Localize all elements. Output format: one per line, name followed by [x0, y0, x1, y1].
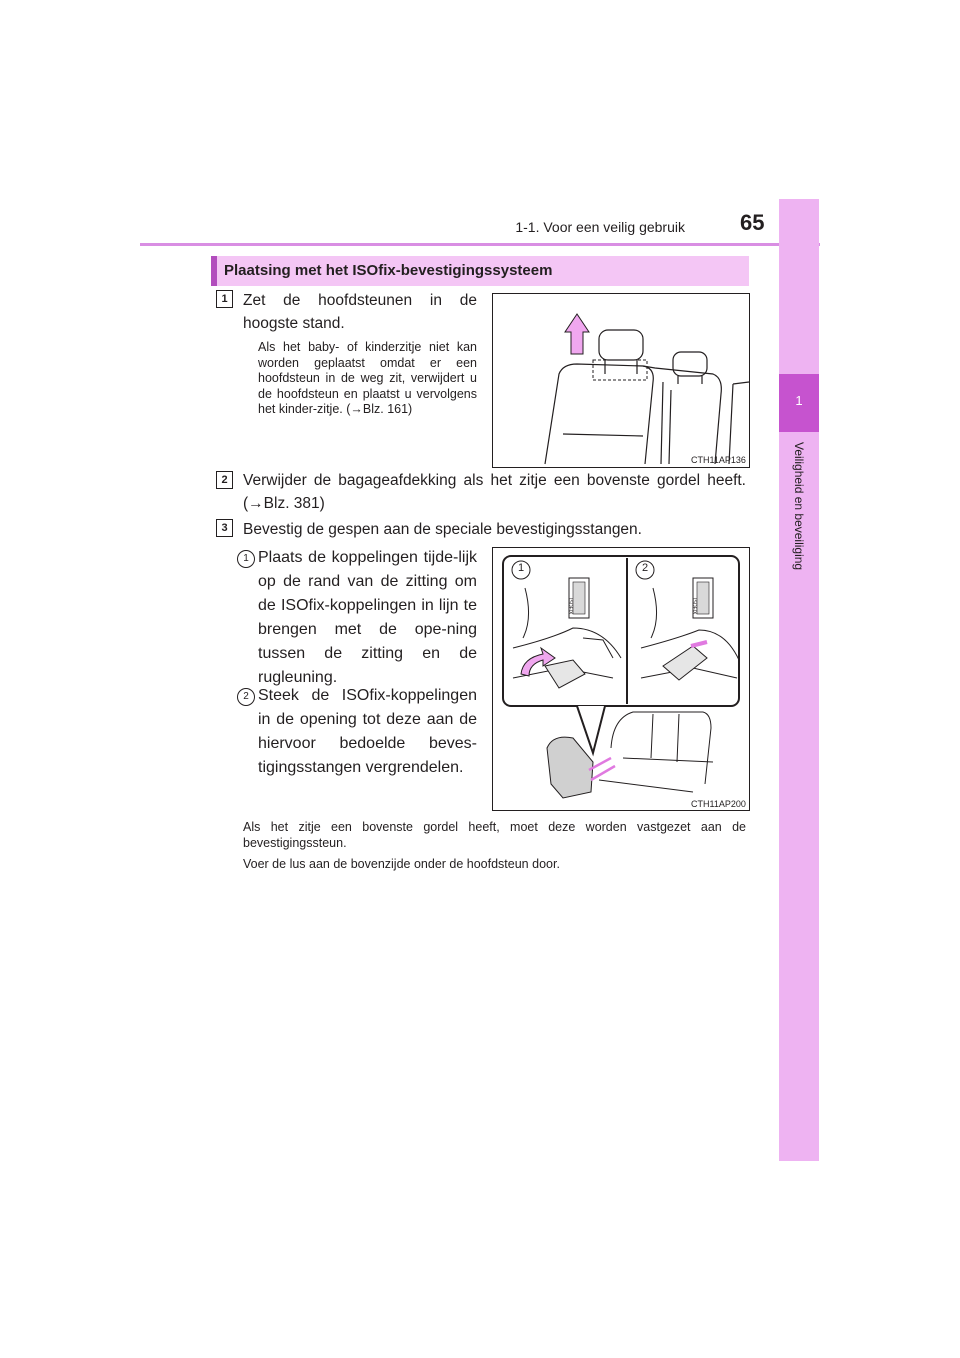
page-number: 65 — [740, 210, 765, 235]
section-heading: Plaatsing met het ISOfix-bevestigingssysteem — [224, 262, 553, 279]
figure-1-code: CTH11AP136 — [691, 455, 746, 465]
headrest-illustration — [493, 294, 749, 467]
substep-number-1: 1 — [237, 550, 255, 568]
chapter-label — [791, 442, 809, 642]
step-2-text: Verwijder de bagageafdekking als het zitje een bovenste gordel heeft. (→Blz. 381) — [243, 472, 746, 512]
step-1-note: Als het baby- of kinderzitje niet kan worden geplaatst omdat er een hoofdsteun in de weg zit, verwijdert u de hoofdsteun en plaatst u vervolgens het kinder-zitje. (→Blz. 161) — [258, 340, 477, 416]
isofix-label-1: ISOFIX — [567, 598, 573, 615]
up-arrow-icon — [565, 314, 589, 354]
chapter-number: 1 — [795, 393, 803, 408]
figure-headrest — [492, 293, 750, 468]
substep-number-2: 2 — [237, 688, 255, 706]
chapter-label-text: Veiligheid en beveiliging — [792, 442, 806, 571]
substep-2-text: Steek de ISOfix-koppelingen in de opening tot deze aan de hiervoor bedoelde beves-tigingsstangen vergrendelen. — [258, 687, 477, 776]
step-number-2: 2 — [216, 471, 233, 489]
section-title: 1-1. Voor een veilig gebruik — [515, 219, 685, 235]
isofix-illustration — [493, 548, 749, 810]
step-number-1: 1 — [216, 290, 233, 308]
step-1-text: Zet de hoofdsteunen in de hoogste stand. — [243, 292, 477, 332]
note-top-tether: Als het zitje een bovenste gordel heeft, moet deze worden vastgezet aan de bevestigingssteun. — [243, 820, 746, 850]
figure-isofix — [492, 547, 750, 811]
figure-2-callout-1: 1 — [517, 562, 525, 574]
isofix-label-2: ISOFIX — [691, 598, 697, 615]
step-number-3: 3 — [216, 519, 233, 537]
section-title-accent — [211, 256, 217, 286]
figure-2-code: CTH11AP200 — [691, 799, 746, 809]
isofix-marker-1 — [573, 582, 585, 614]
header-divider — [140, 243, 820, 246]
step-3-text: Bevestig de gespen aan de speciale bevestigingsstangen. — [243, 521, 642, 538]
substep-1-text: Plaats de koppelingen tijde-lijk op de rand van de zitting om de ISOfix-koppelingen in lijn te brengen met de ope-ning tussen de zitting en de rugleuning. — [258, 549, 477, 686]
figure-2-callout-2: 2 — [641, 562, 649, 574]
isofix-marker-2 — [697, 582, 709, 614]
note-loop: Voer de lus aan de bovenzijde onder de hoofdsteun door. — [243, 857, 560, 871]
chapter-tab-strip — [779, 199, 819, 1161]
